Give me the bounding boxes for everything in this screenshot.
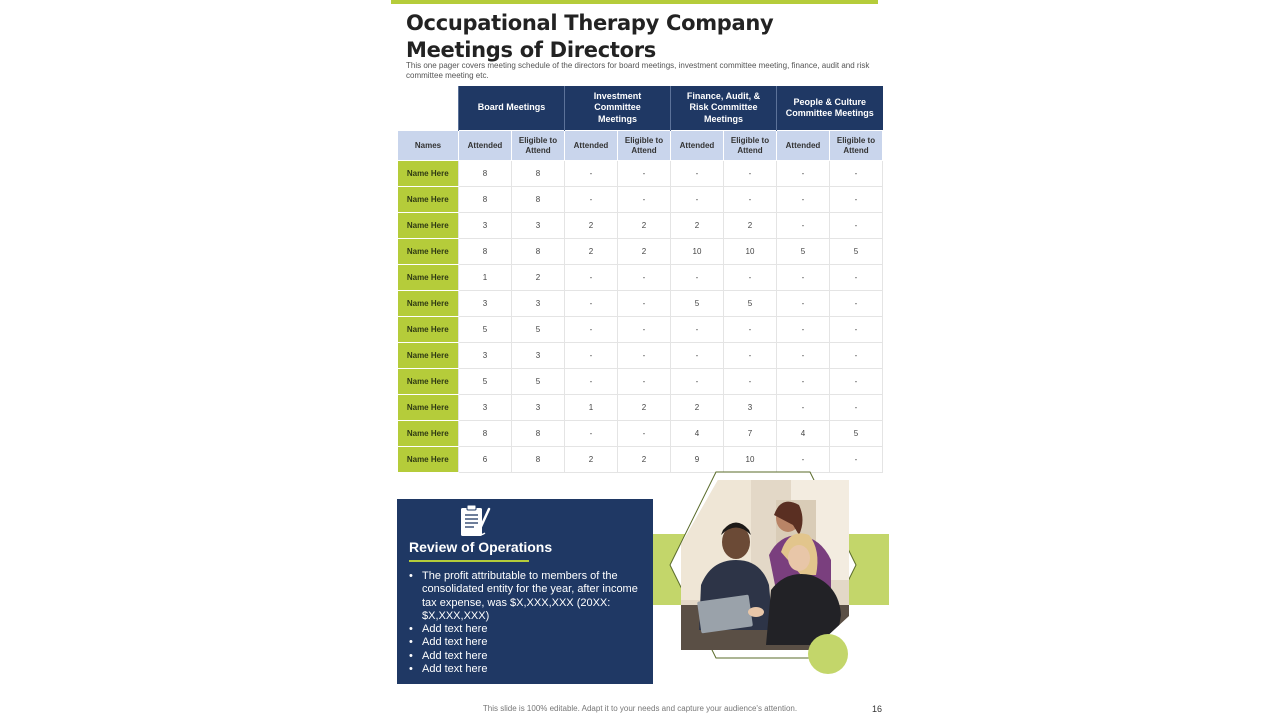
table-row (398, 265, 883, 291)
sub-header: Attended (565, 131, 618, 161)
meeting-count-cell: 2 (724, 213, 777, 239)
meeting-count-cell: - (830, 213, 883, 239)
meeting-count-cell: 4 (671, 421, 724, 447)
meeting-count-cell: - (671, 343, 724, 369)
team-meeting-photo (681, 480, 849, 650)
meeting-count-cell: 1 (565, 395, 618, 421)
director-name-cell: Name Here (398, 395, 459, 421)
meeting-count-cell: - (777, 447, 830, 473)
meeting-count-cell: - (618, 161, 671, 187)
director-name-cell: Name Here (398, 265, 459, 291)
meeting-count-cell: 2 (565, 447, 618, 473)
clipboard-icon (457, 503, 495, 539)
meeting-count-cell: 2 (618, 239, 671, 265)
meeting-count-cell: - (565, 187, 618, 213)
meeting-count-cell: - (618, 317, 671, 343)
meeting-count-cell: - (618, 369, 671, 395)
table-row (398, 291, 883, 317)
page-number: 16 (872, 704, 883, 714)
director-name-cell: Name Here (398, 291, 459, 317)
director-name-cell: Name Here (398, 369, 459, 395)
meeting-count-cell: 10 (724, 239, 777, 265)
meeting-count-cell: - (777, 369, 830, 395)
meeting-count-cell: 10 (671, 239, 724, 265)
meeting-count-cell: - (671, 369, 724, 395)
meetings-table (397, 86, 883, 473)
review-bullet: • Add text here (409, 650, 645, 663)
director-name-cell: Name Here (398, 161, 459, 187)
meeting-count-cell: - (724, 317, 777, 343)
table-row (398, 421, 883, 447)
table-row (398, 395, 883, 421)
meeting-count-cell: 8 (459, 239, 512, 265)
meeting-count-cell: - (777, 317, 830, 343)
meeting-count-cell: 8 (512, 421, 565, 447)
meeting-count-cell: - (565, 265, 618, 291)
meeting-count-cell: 5 (459, 369, 512, 395)
table-row (398, 213, 883, 239)
review-bullet: • Add text here (409, 636, 645, 649)
director-name-cell: Name Here (398, 187, 459, 213)
meeting-count-cell: 8 (512, 239, 565, 265)
group-header-board: Board Meetings (459, 86, 565, 131)
director-name-cell: Name Here (398, 343, 459, 369)
meeting-count-cell: 2 (565, 213, 618, 239)
page-subtitle: This one pager covers meeting schedule of the directors for board meetings, investment committee meeting, finance, audit and risk committee meeting etc. (406, 61, 870, 80)
meeting-count-cell: 4 (777, 421, 830, 447)
director-name-cell: Name Here (398, 421, 459, 447)
group-header-investment: Investment Committee Meetings (565, 86, 671, 131)
meeting-count-cell: - (671, 187, 724, 213)
sub-header: Attended (671, 131, 724, 161)
director-name-cell: Name Here (398, 317, 459, 343)
meeting-count-cell: - (724, 187, 777, 213)
meeting-count-cell: - (565, 421, 618, 447)
group-header-row (398, 86, 883, 131)
meeting-count-cell: - (724, 369, 777, 395)
table-row (398, 239, 883, 265)
meeting-count-cell: 2 (618, 395, 671, 421)
meeting-count-cell: 3 (459, 343, 512, 369)
sub-header: Eligible to Attend (618, 131, 671, 161)
director-name-cell: Name Here (398, 447, 459, 473)
top-accent-bar (391, 0, 878, 4)
meeting-count-cell: - (830, 317, 883, 343)
table-row (398, 369, 883, 395)
meeting-count-cell: - (618, 291, 671, 317)
meeting-count-cell: - (830, 187, 883, 213)
meeting-count-cell: 2 (618, 213, 671, 239)
meeting-count-cell: - (777, 395, 830, 421)
table-body (398, 161, 883, 473)
meeting-count-cell: 8 (459, 161, 512, 187)
meeting-count-cell: - (565, 343, 618, 369)
meeting-count-cell: 8 (512, 447, 565, 473)
sub-header: Eligible to Attend (724, 131, 777, 161)
meeting-count-cell: - (830, 447, 883, 473)
review-of-operations-panel (397, 499, 653, 684)
meeting-count-cell: 5 (777, 239, 830, 265)
meeting-count-cell: - (565, 161, 618, 187)
meeting-count-cell: - (565, 369, 618, 395)
meeting-count-cell: 5 (724, 291, 777, 317)
table-corner (398, 86, 459, 131)
meeting-count-cell: 2 (618, 447, 671, 473)
meeting-count-cell: 8 (459, 187, 512, 213)
meeting-count-cell: 3 (459, 395, 512, 421)
meeting-count-cell: - (830, 291, 883, 317)
review-bullet: • Add text here (409, 663, 645, 676)
meeting-count-cell: 3 (512, 395, 565, 421)
meeting-count-cell: - (830, 265, 883, 291)
meeting-count-cell: 7 (724, 421, 777, 447)
meeting-count-cell: 3 (512, 291, 565, 317)
meeting-count-cell: 3 (512, 343, 565, 369)
meeting-count-cell: 3 (459, 213, 512, 239)
meeting-count-cell: - (724, 343, 777, 369)
page-title: Occupational Therapy Company Meetings of Directors (406, 11, 774, 62)
meeting-count-cell: 5 (671, 291, 724, 317)
meeting-count-cell: 5 (830, 421, 883, 447)
meeting-count-cell: 3 (459, 291, 512, 317)
meeting-count-cell: 3 (724, 395, 777, 421)
meeting-count-cell: 2 (565, 239, 618, 265)
table-row (398, 187, 883, 213)
meeting-count-cell: 6 (459, 447, 512, 473)
meeting-count-cell: - (565, 317, 618, 343)
sub-header-row (398, 131, 883, 161)
meeting-count-cell: - (618, 421, 671, 447)
table-row (398, 317, 883, 343)
table-row (398, 161, 883, 187)
meeting-count-cell: 2 (671, 213, 724, 239)
footer-note: This slide is 100% editable. Adapt it to your needs and capture your audience's attention. (482, 704, 798, 713)
table-row (398, 447, 883, 473)
director-name-cell: Name Here (398, 239, 459, 265)
meeting-count-cell: 2 (671, 395, 724, 421)
review-bullet: • The profit attributable to members of the consolidated entity for the year, after income tax expense, was $X,XXX,XXX (20XX: $X,XXX,XXX) (409, 570, 645, 623)
meeting-count-cell: 5 (459, 317, 512, 343)
meeting-count-cell: - (724, 161, 777, 187)
meeting-count-cell: 1 (459, 265, 512, 291)
meeting-count-cell: - (777, 265, 830, 291)
sub-header: Eligible to Attend (512, 131, 565, 161)
meeting-count-cell: - (777, 187, 830, 213)
meeting-count-cell: 2 (512, 265, 565, 291)
meeting-count-cell: - (830, 395, 883, 421)
review-bullet-list (409, 570, 645, 676)
meeting-count-cell: - (830, 369, 883, 395)
photo-illustration (681, 480, 849, 650)
sub-header: Attended (777, 131, 830, 161)
meeting-count-cell: - (565, 291, 618, 317)
director-name-cell: Name Here (398, 213, 459, 239)
table-row (398, 343, 883, 369)
review-title: Review of Operations (409, 539, 553, 555)
green-accent-circle (808, 634, 848, 674)
meeting-count-cell: - (830, 343, 883, 369)
meeting-count-cell: - (724, 265, 777, 291)
meeting-count-cell: 5 (512, 369, 565, 395)
meeting-count-cell: 5 (830, 239, 883, 265)
meeting-count-cell: - (777, 343, 830, 369)
meeting-count-cell: - (777, 291, 830, 317)
meeting-count-cell: 8 (512, 161, 565, 187)
meeting-count-cell: - (777, 213, 830, 239)
meeting-count-cell: - (618, 265, 671, 291)
group-header-people: People & Culture Committee Meetings (777, 86, 883, 131)
meeting-count-cell: 8 (512, 187, 565, 213)
meeting-count-cell: 3 (512, 213, 565, 239)
meeting-count-cell: 9 (671, 447, 724, 473)
sub-header: Eligible to Attend (830, 131, 883, 161)
group-header-finance: Finance, Audit, & Risk Committee Meetings (671, 86, 777, 131)
meeting-count-cell: - (671, 161, 724, 187)
meeting-count-cell: 5 (512, 317, 565, 343)
review-bullet: • Add text here (409, 623, 645, 636)
meeting-count-cell: 8 (459, 421, 512, 447)
meeting-count-cell: - (671, 265, 724, 291)
sub-header: Attended (459, 131, 512, 161)
meeting-count-cell: - (671, 317, 724, 343)
meeting-count-cell: - (830, 161, 883, 187)
meeting-count-cell: 10 (724, 447, 777, 473)
names-header: Names (398, 131, 459, 161)
meeting-count-cell: - (618, 343, 671, 369)
meeting-count-cell: - (777, 161, 830, 187)
review-title-underline (409, 560, 529, 562)
meeting-count-cell: - (618, 187, 671, 213)
